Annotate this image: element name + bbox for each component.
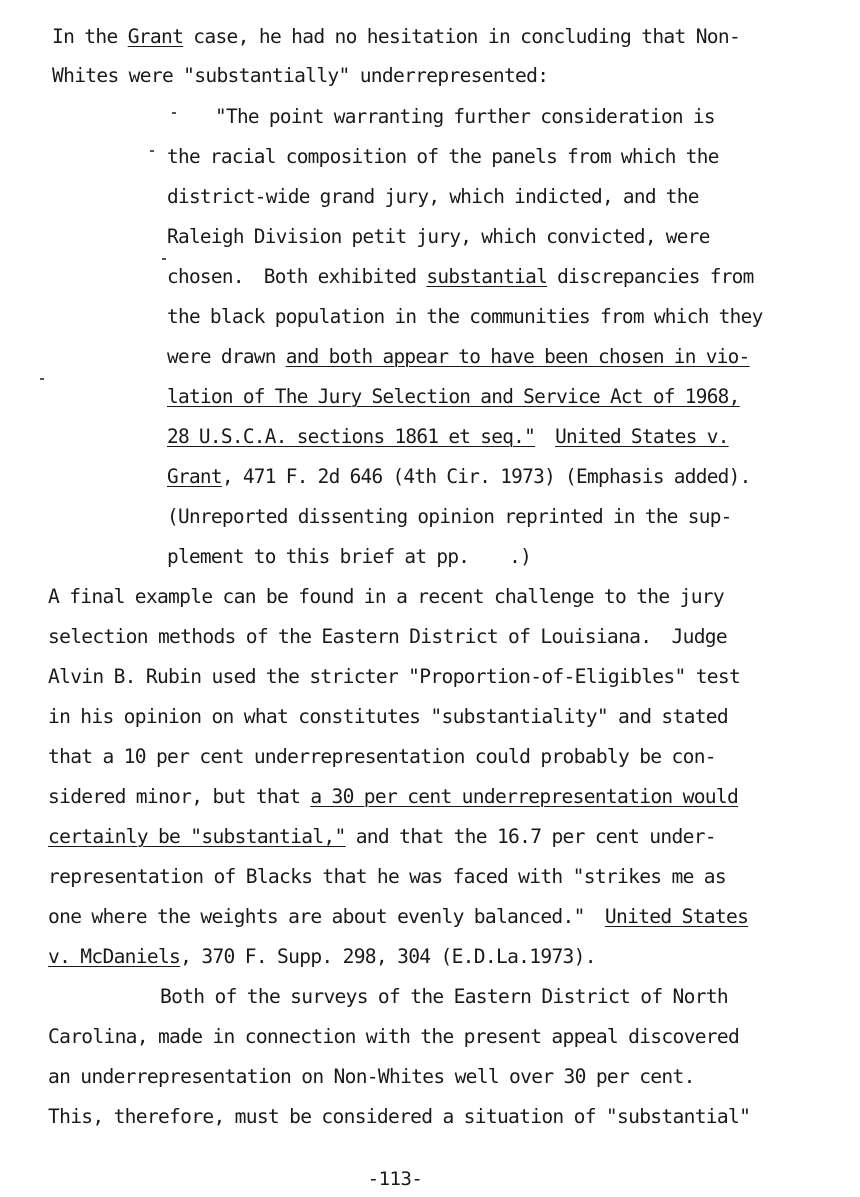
body-line-8: representation of Blacks that he was faced with "strikes me as xyxy=(48,865,726,888)
quote-line-1: "The point warranting further consideration is xyxy=(215,105,715,128)
ink-speck xyxy=(162,258,166,260)
body-line-7 xyxy=(48,824,716,850)
text-run: were drawn xyxy=(167,345,286,368)
quote-line-7 xyxy=(167,344,750,370)
quote-line-5 xyxy=(167,264,754,290)
text-run: sidered minor, but that xyxy=(48,785,311,808)
body-line-5: that a 10 per cent underrepresentation could probably be con- xyxy=(48,745,716,768)
quote-line-3: district-wide grand jury, which indicted, and the xyxy=(167,185,699,208)
citation-underlined: Grant xyxy=(167,465,222,488)
emphasis-underlined: certainly be "substantial," xyxy=(48,825,346,848)
emphasis-underlined: substantial xyxy=(426,265,548,288)
quote-line-6: the black population in the communities from which they xyxy=(167,305,763,328)
text-run: discrepancies from xyxy=(547,265,754,288)
quote-line-9 xyxy=(167,424,729,450)
citation-underlined: United States v. xyxy=(555,425,729,448)
text-run xyxy=(535,425,555,448)
quote-line-10 xyxy=(167,464,751,490)
text-run: In the xyxy=(52,25,128,48)
emphasis-underlined: and both appear to have been chosen in vio- xyxy=(285,345,750,368)
citation-underlined: v. McDaniels xyxy=(48,945,181,968)
emphasis-underlined: lation of The Jury Selection and Service Act of 1968, xyxy=(167,385,740,408)
paragraph-line-1: Both of the surveys of the Eastern District of North xyxy=(160,985,729,1008)
paragraph-line-4: This, therefore, must be considered a situation of "substantial" xyxy=(48,1105,751,1128)
text-run: case, he had no hesitation in concluding that Non- xyxy=(183,25,741,48)
body-line-4: in his opinion on what constitutes "substantiality" and stated xyxy=(48,705,728,728)
case-name-underlined: Grant xyxy=(127,25,184,48)
paragraph-line-3: an underrepresentation on Non-Whites well over 30 per cent. xyxy=(48,1065,695,1088)
text-run: and that the 16.7 per cent under- xyxy=(345,825,716,848)
quote-line-8 xyxy=(167,384,740,410)
text-run: , 370 F. Supp. 298, 304 (E.D.La.1973). xyxy=(180,945,596,968)
ink-speck xyxy=(40,378,44,380)
ink-speck xyxy=(150,150,154,152)
body-line-2: selection methods of the Eastern District of Louisiana. Judge xyxy=(48,625,727,648)
body-line-10 xyxy=(48,944,596,970)
ink-speck xyxy=(172,112,176,114)
body-line-6 xyxy=(48,784,738,810)
intro-line-2: Whites were "substantially" underrepresented: xyxy=(52,64,549,87)
body-line-9 xyxy=(48,904,748,930)
quote-line-12: plement to this brief at pp. .) xyxy=(167,545,532,568)
emphasis-underlined: 28 U.S.C.A. sections 1861 et seq." xyxy=(167,425,536,448)
body-line-1: A final example can be found in a recent challenge to the jury xyxy=(48,585,724,608)
body-line-3: Alvin B. Rubin used the stricter "Proportion-of-Eligibles" test xyxy=(48,665,741,688)
citation-underlined: United States xyxy=(604,905,749,928)
page-number: -113- xyxy=(367,1168,423,1190)
quote-line-4: Raleigh Division petit jury, which convicted, were xyxy=(167,225,710,248)
text-run: chosen. Both exhibited xyxy=(167,265,427,288)
text-run: , 471 F. 2d 646 (4th Cir. 1973) (Emphasis added). xyxy=(221,465,751,488)
quote-line-2: the racial composition of the panels from which the xyxy=(167,145,719,168)
text-run: one where the weights are about evenly balanced." xyxy=(48,905,605,928)
emphasis-underlined: a 30 per cent underrepresentation would xyxy=(310,785,739,808)
paragraph-line-2: Carolina, made in connection with the present appeal discovered xyxy=(48,1025,740,1048)
intro-line-1 xyxy=(52,24,740,50)
quote-line-11: (Unreported dissenting opinion reprinted in the sup- xyxy=(167,505,732,528)
